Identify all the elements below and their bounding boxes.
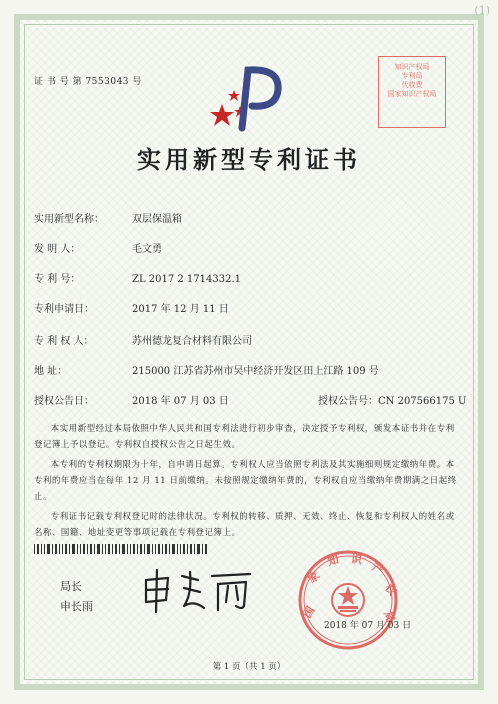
field-patentee — [34, 332, 252, 347]
field-patent-number — [34, 270, 241, 285]
publication-value: CN 207566175 U — [378, 396, 467, 407]
seal-char-4: 识 — [350, 552, 363, 567]
field-inventor — [34, 240, 162, 255]
signer-name: 申长雨 — [60, 600, 93, 613]
certificate-title: 实用新型专利证书 — [137, 145, 361, 174]
top-seal-line-1: 知识产权局 — [394, 63, 430, 71]
seal-date: 2018 年 07 月 03 日 — [324, 621, 412, 631]
logo-star-large — [210, 104, 234, 126]
field-value: 苏州德龙复合材料有限公司 — [132, 336, 252, 347]
top-right-seal — [378, 56, 446, 128]
seal-emblem — [332, 584, 364, 616]
field-label: 实用新型名称： — [34, 214, 104, 225]
field-label: 地 址： — [34, 366, 68, 377]
field-value: 2018 年 07 月 03 日 — [132, 396, 229, 407]
page-footer: 第 1 页（共 1 页） — [212, 662, 286, 672]
signer-title: 局长 — [60, 580, 82, 593]
certificate-number: 证 书 号 第 7553043 号 — [34, 77, 142, 87]
field-label: 专 利 权 人： — [34, 336, 94, 347]
field-value: 215000 江苏省苏州市吴中经济开发区田上江路 109 号 — [132, 366, 379, 377]
seal-char-6: 权 — [382, 581, 400, 599]
field-publication-number — [318, 392, 466, 407]
paragraph-grant: 本实用新型经过本局依照中华人民共和国专利法进行初步审查，决定授予专利权，颁发本证书并在专利登记簿上予以登记。专利权自授权公告之日起生效。 — [34, 423, 455, 449]
field-address — [34, 362, 379, 377]
logo-letter-p — [242, 70, 278, 128]
publication-label: 授权公告号： — [318, 396, 378, 407]
field-grant-date — [34, 392, 229, 407]
field-label: 发 明 人： — [34, 244, 81, 255]
corner-mark: (1) — [474, 4, 490, 17]
paragraph-term: 本专利的专利权期限为十年，自申请日起算。专利权人应当依照专利法及其实施细则规定缴纳年费。本专利的年费应当在每年 12 月 11 日前缴纳。未按照规定缴纳年费的，专利权自应当缴纳年费期满之日起终止。 — [34, 459, 457, 501]
field-value: 毛文勇 — [132, 244, 162, 255]
field-utility-model-name — [34, 210, 182, 225]
field-application-date — [34, 300, 229, 315]
seal-char-5: 产 — [369, 560, 386, 578]
logo-star-small-1 — [228, 90, 240, 101]
field-label: 专 利 号： — [34, 274, 81, 285]
field-label: 专利申请日： — [34, 304, 94, 315]
seal-char-2: 家 — [305, 568, 323, 586]
top-seal-line-3: 代收费 — [401, 81, 423, 89]
field-value: 双层保温箱 — [132, 214, 182, 225]
top-seal-line-2: 专利局 — [401, 72, 423, 80]
national-ipa-seal — [296, 548, 400, 652]
handwritten-signature — [138, 566, 258, 616]
barcode — [34, 544, 208, 554]
seal-char-1: 国 — [300, 604, 318, 621]
patent-office-logo — [208, 60, 288, 132]
paragraph-legal-status: 专利证书记载专利权登记时的法律状况。专利权的转移、质押、无效、终止、恢复和专利权人的姓名或名称、国籍、地址变更等事项记载在专利登记簿上。 — [34, 511, 455, 537]
seal-char-7: 局 — [381, 609, 398, 625]
top-seal-line-4: 国家知识产权局 — [387, 90, 437, 98]
field-label: 授权公告日： — [34, 396, 94, 407]
seal-char-3: 知 — [326, 552, 341, 569]
field-value: 2017 年 12 月 11 日 — [132, 304, 229, 315]
field-value: ZL 2017 2 1714332.1 — [132, 274, 242, 285]
